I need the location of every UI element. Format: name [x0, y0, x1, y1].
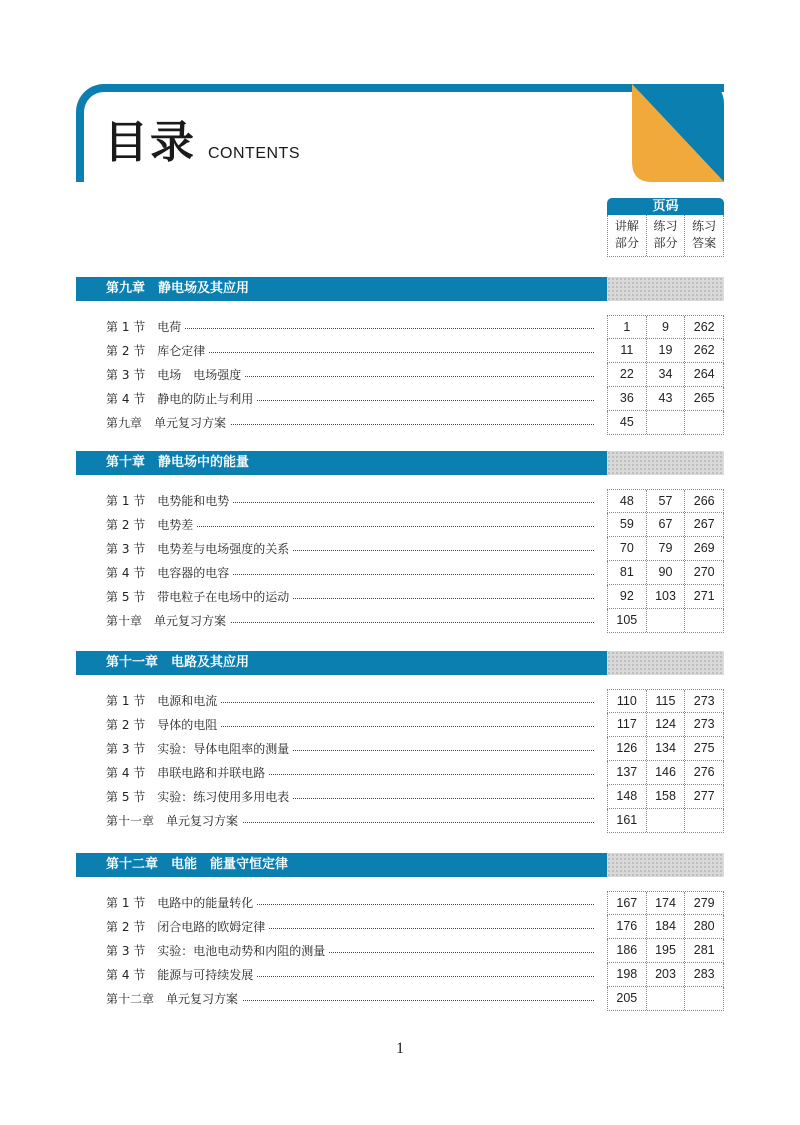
col-answers: 练习 答案 [684, 215, 723, 256]
page-number-cells [607, 315, 724, 339]
lecture-page: 81 [619, 565, 634, 579]
toc-entry[interactable] [76, 713, 724, 737]
dot-pattern [607, 651, 724, 675]
chapter-bar [76, 277, 724, 301]
answer-page: 267 [684, 513, 723, 536]
toc-entry-label: 第 4 节 静电的防止与利用 [106, 387, 257, 411]
page-number-cells [607, 809, 724, 833]
chapter-bar [76, 853, 724, 877]
answer-page: 273 [684, 713, 723, 736]
toc-entry[interactable] [76, 315, 724, 339]
toc-entry[interactable] [76, 339, 724, 363]
toc-rows [76, 891, 724, 1011]
toc-entry-label: 第 1 节 电荷 [106, 315, 185, 339]
toc-entry-label: 第 5 节 实验：练习使用多用电表 [106, 785, 293, 809]
toc-entry[interactable] [76, 809, 724, 833]
answer-page: 275 [684, 737, 723, 760]
corner-decoration-icon [632, 84, 724, 182]
toc-entry[interactable] [76, 915, 724, 939]
answer-page: 276 [684, 761, 723, 784]
lecture-page: 137 [616, 765, 638, 779]
exercise-page: 90 [646, 561, 685, 584]
answer-page: 273 [684, 690, 723, 712]
lecture-page: 48 [619, 494, 634, 508]
answer-page: 271 [684, 585, 723, 608]
lecture-page: 45 [619, 415, 634, 429]
exercise-page: 103 [646, 585, 685, 608]
toc-entry-label: 第 3 节 实验：电池电动势和内阻的测量 [106, 939, 329, 963]
chapter-9 [76, 277, 724, 435]
chapter-title: 第十章 静电场中的能量 [106, 455, 250, 470]
toc-entry-label: 第 3 节 电场 电场强度 [106, 363, 245, 387]
chapter-12 [76, 853, 724, 1011]
toc-entry-label: 第十章 单元复习方案 [106, 609, 230, 633]
toc-entry-label: 第 4 节 串联电路和并联电路 [106, 761, 269, 785]
page-number-cells [607, 585, 724, 609]
answer-page: 277 [684, 785, 723, 808]
toc-entry[interactable] [76, 891, 724, 915]
col-exercise: 练习 部分 [646, 215, 685, 256]
page-number-cells [607, 363, 724, 387]
answer-page: 266 [684, 490, 723, 512]
toc-entry[interactable] [76, 987, 724, 1011]
chapter-title: 第十二章 电能 能量守恒定律 [106, 857, 289, 872]
lecture-page: 70 [619, 541, 634, 555]
lecture-page: 11 [620, 343, 634, 357]
page-number-cells [607, 609, 724, 633]
chapter-10 [76, 451, 724, 633]
page-number-cells [607, 513, 724, 537]
toc-entry[interactable] [76, 761, 724, 785]
lecture-page: 205 [616, 991, 638, 1005]
page-number-cells [607, 537, 724, 561]
exercise-page [646, 609, 685, 632]
toc-entry[interactable] [76, 737, 724, 761]
lecture-page: 161 [616, 813, 638, 827]
lecture-page: 105 [616, 613, 638, 627]
page-number-cells [607, 339, 724, 363]
toc-rows [76, 315, 724, 435]
answer-page: 280 [684, 915, 723, 938]
page-number-header [607, 198, 724, 258]
page-number-cells [607, 891, 724, 915]
lecture-page: 176 [616, 919, 638, 933]
exercise-page: 134 [646, 737, 685, 760]
answer-page: 270 [684, 561, 723, 584]
toc-entry-label: 第 1 节 电势能和电势 [106, 489, 233, 513]
page-title: 目录 [104, 117, 196, 168]
page-number-cells [607, 761, 724, 785]
lecture-page: 117 [616, 717, 637, 731]
toc-entry-label: 第 4 节 电容器的电容 [106, 561, 233, 585]
answer-page [684, 809, 723, 832]
exercise-page: 195 [646, 939, 685, 962]
page-number-cells [607, 939, 724, 963]
page-number-cells [607, 561, 724, 585]
exercise-page: 34 [646, 363, 685, 386]
page-number: 1 [396, 1040, 404, 1057]
answer-page: 269 [684, 537, 723, 560]
exercise-page: 19 [646, 339, 685, 362]
exercise-page: 9 [646, 316, 685, 338]
answer-page: 262 [684, 339, 723, 362]
toc-entry[interactable] [76, 411, 724, 435]
toc-rows [76, 489, 724, 633]
lecture-page: 186 [616, 943, 638, 957]
toc-entry-label: 第 4 节 能源与可持续发展 [106, 963, 257, 987]
toc-entry[interactable] [76, 585, 724, 609]
exercise-page: 79 [646, 537, 685, 560]
toc-entry-label: 第 2 节 电势差 [106, 513, 197, 537]
exercise-page: 67 [646, 513, 685, 536]
toc-entry-label: 第 5 节 带电粒子在电场中的运动 [106, 585, 293, 609]
answer-page [684, 987, 723, 1010]
exercise-page: 124 [646, 713, 685, 736]
answer-page [684, 609, 723, 632]
exercise-page: 174 [646, 892, 685, 914]
chapter-bar [76, 451, 724, 475]
answer-page: 264 [684, 363, 723, 386]
exercise-page: 57 [646, 490, 685, 512]
page-number-cells [607, 411, 724, 435]
page-number-cells [607, 737, 724, 761]
lecture-page: 59 [619, 517, 634, 531]
lecture-page: 92 [619, 589, 634, 603]
chapter-bar [76, 651, 724, 675]
page-number-cells [607, 915, 724, 939]
exercise-page: 115 [646, 690, 685, 712]
toc-entry-label: 第 1 节 电路中的能量转化 [106, 891, 257, 915]
toc-rows [76, 689, 724, 833]
lecture-page: 167 [616, 896, 638, 910]
toc-entry-label: 第 1 节 电源和电流 [106, 689, 221, 713]
toc-entry[interactable] [76, 939, 724, 963]
lecture-page: 1 [623, 320, 631, 334]
page-number-cells [607, 963, 724, 987]
toc-entry-label: 第 3 节 电势差与电场强度的关系 [106, 537, 293, 561]
toc-entry[interactable] [76, 561, 724, 585]
toc-entry[interactable] [76, 489, 724, 513]
toc-entry[interactable] [76, 963, 724, 987]
page-number-title: 页码 [607, 198, 724, 215]
answer-page: 283 [684, 963, 723, 986]
page-number-cells [607, 785, 724, 809]
exercise-page [646, 809, 685, 832]
lecture-page: 198 [616, 967, 638, 981]
answer-page [684, 411, 723, 434]
toc-entry-label: 第 3 节 实验：导体电阻率的测量 [106, 737, 293, 761]
lecture-page: 36 [619, 391, 634, 405]
exercise-page: 43 [646, 387, 685, 410]
toc-entry-label: 第 2 节 库仑定律 [106, 339, 209, 363]
chapter-11 [76, 651, 724, 833]
lecture-page: 110 [616, 694, 637, 708]
toc-entry-label: 第 2 节 导体的电阻 [106, 713, 221, 737]
toc-entry-label: 第十一章 单元复习方案 [106, 809, 242, 833]
toc-entry[interactable] [76, 513, 724, 537]
dot-pattern [607, 451, 724, 475]
toc-entry-label: 第 2 节 闭合电路的欧姆定律 [106, 915, 269, 939]
page-number-cells [607, 387, 724, 411]
lecture-page: 22 [619, 367, 634, 381]
answer-page: 279 [684, 892, 723, 914]
toc-entry[interactable] [76, 609, 724, 633]
toc-entry-label: 第九章 单元复习方案 [106, 411, 230, 435]
exercise-page: 146 [646, 761, 685, 784]
toc-entry-label: 第十二章 单元复习方案 [106, 987, 242, 1011]
col-lecture: 讲解 部分 [614, 219, 639, 250]
dot-pattern [607, 277, 724, 301]
answer-page: 262 [684, 316, 723, 338]
lecture-page: 148 [616, 789, 638, 803]
exercise-page: 158 [646, 785, 685, 808]
toc-entry[interactable] [76, 537, 724, 561]
page-number-cells [607, 689, 724, 713]
toc-entry[interactable] [76, 689, 724, 713]
answer-page: 281 [684, 939, 723, 962]
exercise-page: 203 [646, 963, 685, 986]
toc-entry[interactable] [76, 363, 724, 387]
lecture-page: 126 [616, 741, 638, 755]
dot-pattern [607, 853, 724, 877]
chapter-title: 第十一章 电路及其应用 [106, 655, 250, 670]
exercise-page: 184 [646, 915, 685, 938]
exercise-page [646, 987, 685, 1010]
page-number-cells [607, 713, 724, 737]
answer-page: 265 [684, 387, 723, 410]
page-subtitle: CONTENTS [208, 145, 300, 162]
chapter-title: 第九章 静电场及其应用 [106, 281, 250, 296]
page-number-cells [607, 987, 724, 1011]
page-number-cells [607, 489, 724, 513]
toc-entry[interactable] [76, 785, 724, 809]
exercise-page [646, 411, 685, 434]
toc-entry[interactable] [76, 387, 724, 411]
